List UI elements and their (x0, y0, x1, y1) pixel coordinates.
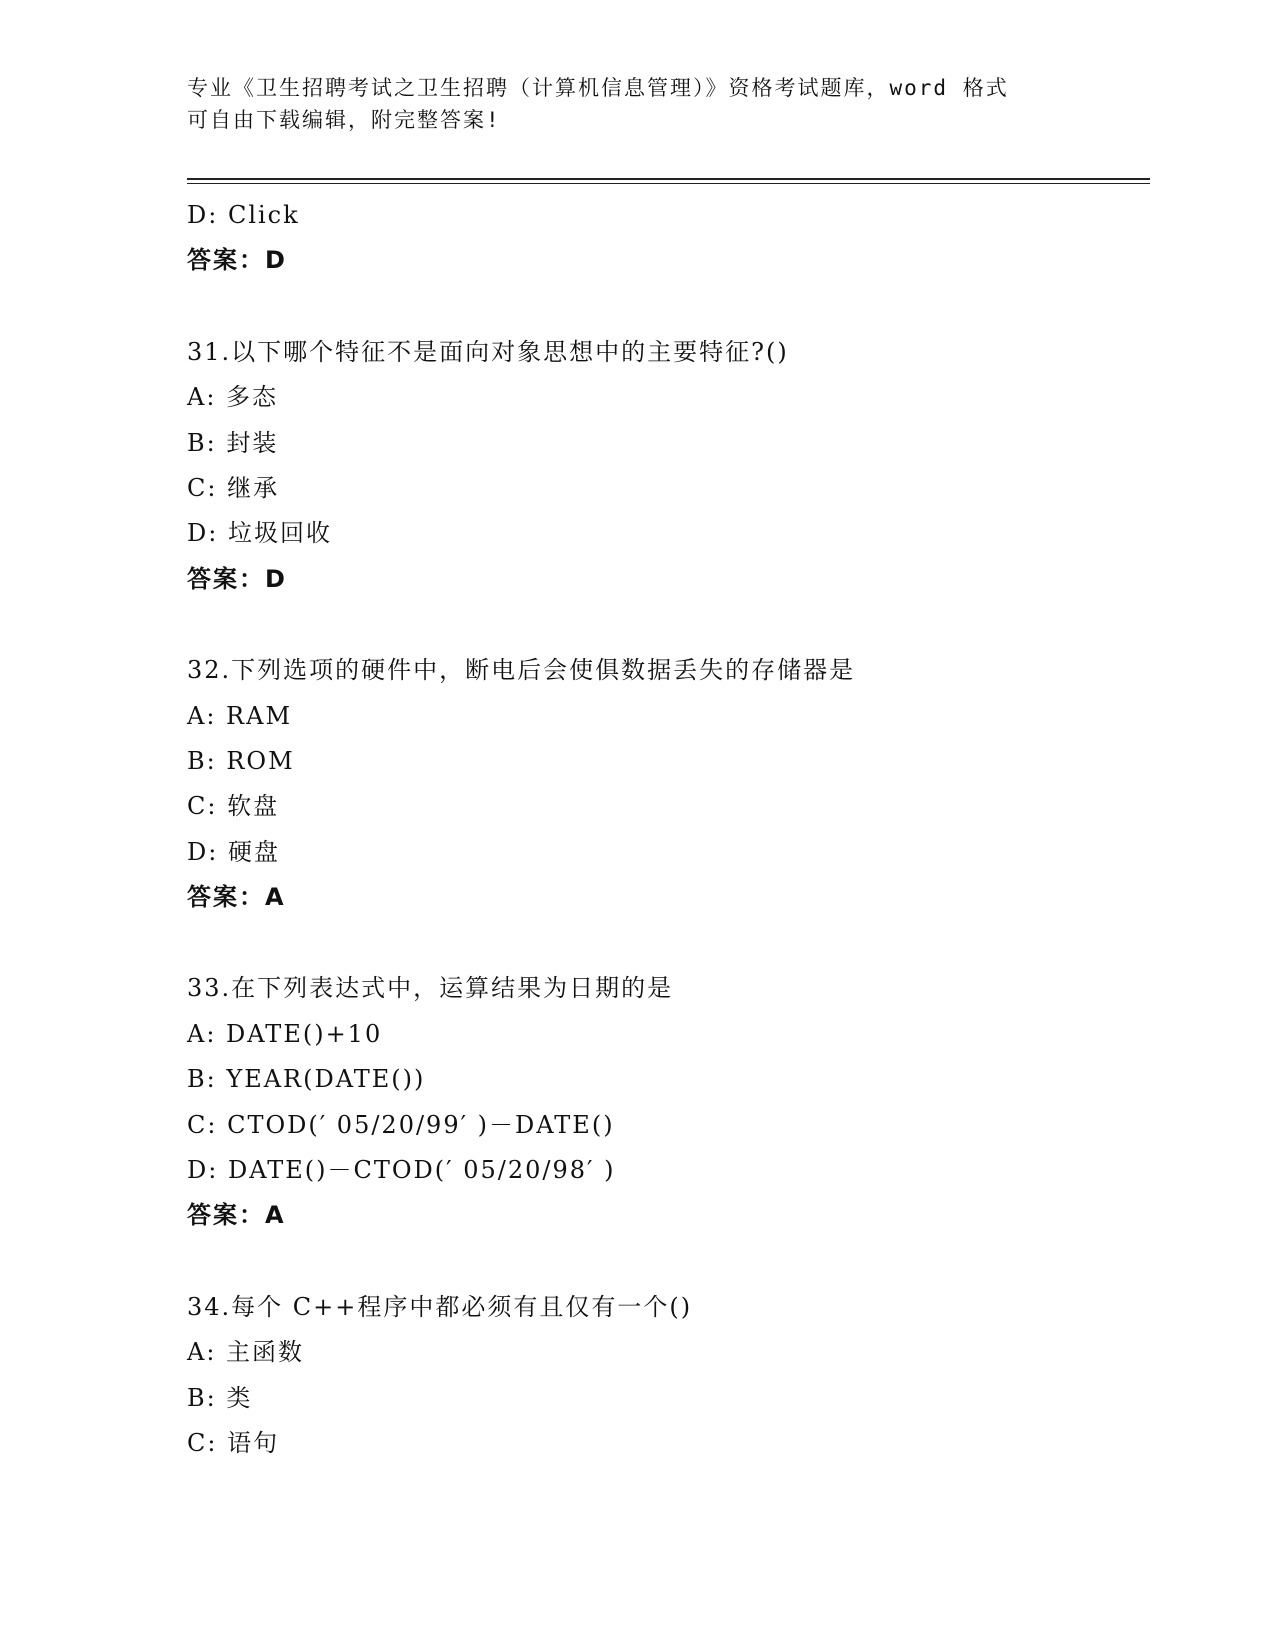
question-stem: 34.每个 C++程序中都必须有且仅有一个() (187, 1292, 693, 1321)
answer-line: 答案：A (187, 1201, 286, 1230)
option-b: B: ROM (187, 746, 295, 775)
option-b: B: 封装 (187, 428, 279, 457)
answer-line: 答案：D (187, 246, 287, 275)
option-a: A: RAM (187, 701, 293, 730)
spacer (187, 1239, 1150, 1285)
option-d: D: 垃圾回收 (187, 519, 332, 548)
option-d: D: 硬盘 (187, 837, 280, 866)
question-31 (187, 330, 1150, 602)
option-b: B: 类 (187, 1383, 253, 1412)
spacer (187, 920, 1150, 966)
previous-question-tail (187, 193, 1150, 284)
spacer (187, 284, 1150, 330)
option-c: C: 语句 (187, 1428, 280, 1457)
page-header (187, 72, 1067, 136)
answer-line: 答案：A (187, 883, 286, 912)
option-d: D: Click (187, 201, 300, 229)
option-c: C: 软盘 (187, 792, 280, 821)
question-33 (187, 966, 1150, 1238)
option-b: B: YEAR(DATE()) (187, 1065, 426, 1094)
header-line-2: 可自由下载编辑，附完整答案! (187, 108, 501, 132)
header-divider-thin (187, 183, 1150, 184)
question-stem: 33.在下列表达式中，运算结果为日期的是 (187, 974, 674, 1003)
question-stem: 32.下列选项的硬件中，断电后会使俱数据丢失的存储器是 (187, 656, 856, 685)
question-list (187, 193, 1150, 1466)
option-d: D: DATE()－CTOD(′ 05/20/98′ ) (187, 1156, 616, 1185)
option-a: A: 多态 (187, 383, 279, 412)
option-a: A: 主函数 (187, 1338, 305, 1367)
option-a: A: DATE()+10 (187, 1019, 383, 1048)
answer-line: 答案：D (187, 564, 287, 593)
header-line-1: 专业《卫生招聘考试之卫生招聘（计算机信息管理）》资格考试题库，word 格式 (187, 76, 1009, 100)
question-34 (187, 1285, 1150, 1467)
question-32 (187, 648, 1150, 920)
spacer (187, 602, 1150, 648)
option-c: C: 继承 (187, 473, 280, 502)
option-c: C: CTOD(′ 05/20/99′ )－DATE() (187, 1110, 615, 1139)
header-divider-thick (187, 178, 1150, 180)
question-stem: 31.以下哪个特征不是面向对象思想中的主要特征?() (187, 337, 789, 366)
